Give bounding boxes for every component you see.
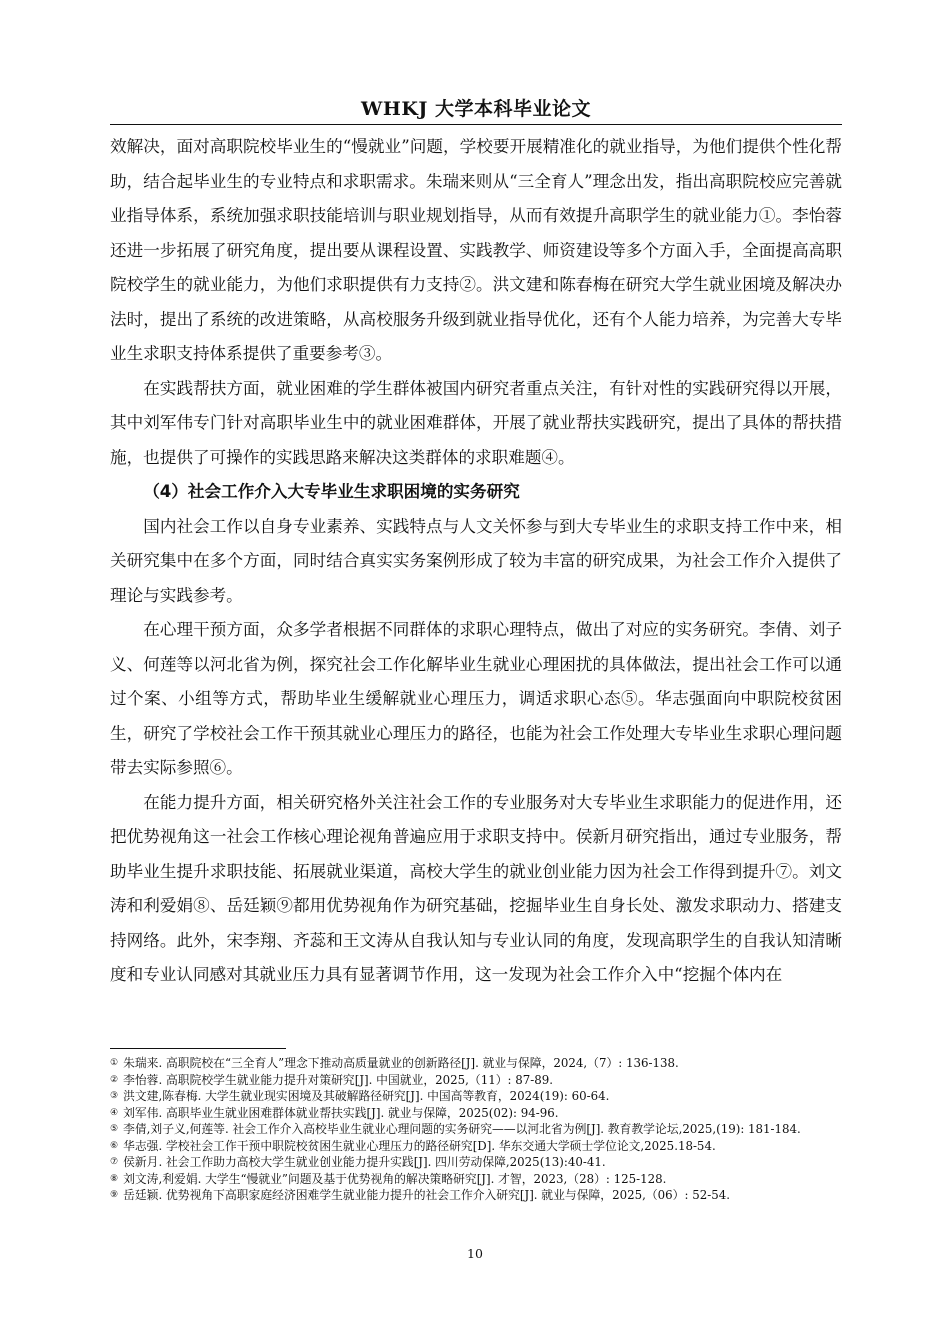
footnote-mark: ① [110,1058,119,1068]
footnotes [110,1055,842,1204]
footnote [110,1088,842,1105]
paragraph-2: 在实践帮扶方面，就业困难的学生群体被国内研究者重点关注，有针对性的实践研究得以开展，其中刘军伟专门针对高职毕业生中的就业困难群体，开展了就业帮扶实践研究，提出了具体的帮扶措施，也提供了可操作的实践思路来解决这类群体的求职难题④。 [110,378,842,467]
footnote-rule [110,1048,286,1049]
section-heading: （4）社会工作介入大专毕业生求职困境的实务研究 [143,482,520,501]
footnote-mark: ② [110,1074,119,1085]
body-text [110,130,842,993]
footnote [110,1055,842,1072]
footnote-text: 刘文涛,利爱娟. 大学生“慢就业”问题及基于优势视角的解决策略研究[J]. 才智，2023,（28）: 125-128. [123,1171,667,1186]
footnote-text: 李倩,刘子义,何莲等. 社会工作介入高校毕业生就业心理问题的实务研究——以河北省为例[J]. 教育教学论坛,2025,(19): 181-184. [123,1122,801,1136]
footnote [110,1072,842,1089]
footnote-text: 洪文建,陈春梅. 大学生就业现实困境及其破解路径研究[J]. 中国高等教育，2024(19): 60-64. [123,1089,610,1103]
footnote-mark: ⑤ [110,1124,119,1134]
footnote-text: 李怡蓉. 高职院校学生就业能力提升对策研究[J]. 中国就业，2025,（11）: 87-89. [123,1072,553,1087]
paragraph-1: 效解决，面对高职院校毕业生的“慢就业”问题，学校要开展精准化的就业指导，为他们提供个性化帮助，结合起毕业生的专业特点和求职需求。朱瑞来则从“三全育人”理念出发，指出高职院校应完善就业指导体系，系统加强求职技能培训与职业规划指导，从而有效提升高职学生的就业能力①。李怡蓉还进一步拓展了研究角度，提出要从课程设置、实践教学、师资建设等多个方面入手，全面提高高职院校学生的就业能力，为他们求职提供有力支持②。洪文建和陈春梅在研究大学生就业困境及解决办法时，提出了系统的改进策略，从高校服务升级到就业指导优化，还有个人能力培养，为完善大专毕业生求职支持体系提供了重要参考③。 [110,137,842,363]
footnote-text: 朱瑞来. 高职院校在“三全育人”理念下推动高质量就业的创新路径[J]. 就业与保障，2024,（7）: 136-138. [123,1056,679,1070]
footnote-mark: ⑥ [110,1140,119,1151]
footnote-mark: ⑧ [110,1173,119,1184]
footnote-text: 刘军伟. 高职毕业生就业困难群体就业帮扶实践[J]. 就业与保障，2025(02): 94-96. [123,1105,559,1120]
footnote-text: 侯新月. 社会工作助力高校大学生就业创业能力提升实践[J]. 四川劳动保障,2025(13):40-41. [123,1155,606,1169]
footnote [110,1154,842,1171]
footnote [110,1187,842,1204]
footnote-mark: ⑨ [110,1190,119,1200]
footnote-mark: ⑦ [110,1157,119,1167]
footnote-text: 华志强. 学校社会工作干预中职院校贫困生就业心理压力的路径研究[D]. 华东交通大学硕士学位论文,2025.18-54. [123,1138,716,1153]
footnote [110,1121,842,1138]
footnote-mark: ③ [110,1091,119,1101]
page-number: 10 [467,1246,483,1261]
paragraph-3: 国内社会工作以自身专业素养、实践特点与人文关怀参与到大专毕业生的求职支持工作中来，相关研究集中在多个方面，同时结合真实实务案例形成了较为丰富的研究成果，为社会工作介入提供了理论与实践参考。 [110,516,842,605]
paragraph-4: 在心理干预方面，众多学者根据不同群体的求职心理特点，做出了对应的实务研究。李倩、刘子义、何莲等以河北省为例，探究社会工作化解毕业生就业心理困扰的具体做法，提出社会工作可以通过个案、小组等方式，帮助毕业生缓解就业心理压力，调适求职心态⑤。华志强面向中职院校贫困生，研究了学校社会工作干预其就业心理压力的路径，也能为社会工作处理大专毕业生求职心理问题带去实际参照⑥。 [110,620,842,777]
running-header: WHKJ 大学本科毕业论文 [361,98,591,120]
footnote [110,1105,842,1122]
footnote [110,1171,842,1188]
paragraph-5: 在能力提升方面，相关研究格外关注社会工作的专业服务对大专毕业生求职能力的促进作用，还把优势视角这一社会工作核心理论视角普遍应用于求职支持中。侯新月研究指出，通过专业服务，帮助毕业生提升求职技能、拓展就业渠道，高校大学生的就业创业能力因为社会工作得到提升⑦。刘文涛和利爱娟⑧、岳廷颖⑨都用优势视角作为研究基础，挖掘毕业生自身长处、激发求职动力、搭建支持网络。此外，宋李翔、齐蕊和王文涛从自我认知与专业认同的角度，发现高职学生的自我认知清晰度和专业认同感对其就业压力具有显著调节作用，这一发现为社会工作介入中“挖掘个体内在 [110,792,842,984]
footnote [110,1138,842,1155]
footnote-mark: ④ [110,1107,119,1118]
footnote-text: 岳廷颖. 优势视角下高职家庭经济困难学生就业能力提升的社会工作介入研究[J]. 就业与保障，2025,（06）: 52-54. [123,1188,730,1202]
header-rule [110,124,842,125]
